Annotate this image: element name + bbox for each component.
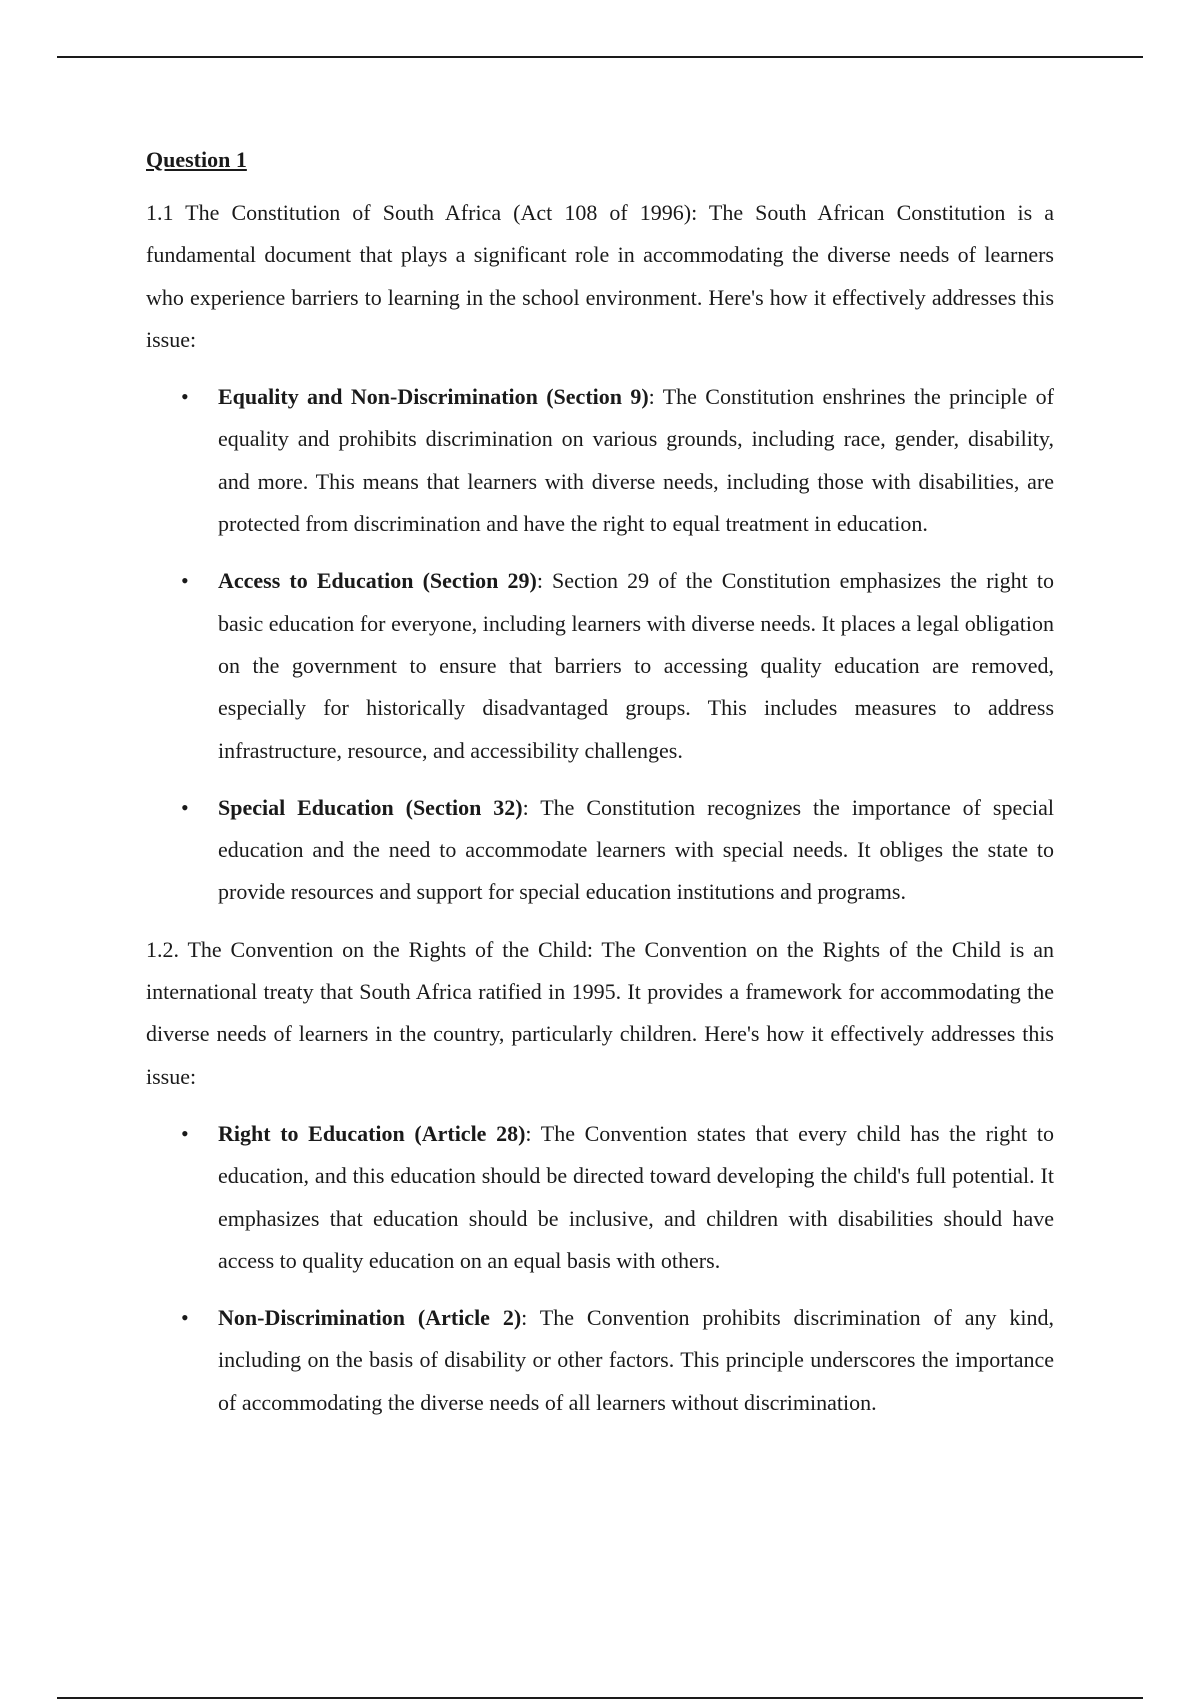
section-2-bullet-list <box>146 1113 1054 1424</box>
bullet-item <box>146 1113 1054 1282</box>
bullet-text: : The Convention states that every child has the right to education, and this education should be directed toward developing the child's full potential. It emphasizes that education should be inclusive, and children with disabilities should have access to quality education on an equal basis with others. <box>218 1120 1054 1273</box>
section-2-intro: 1.2. The Convention on the Rights of the Child: The Convention on the Rights of the Child is an international treaty that South Africa ratified in 1995. It provides a framework for accommodating the diverse needs of learners in the country, particularly children. Here's how it effectively addresses this issue: <box>146 936 1054 1089</box>
question-heading: Question 1 <box>146 147 247 172</box>
section-1-intro: 1.1 The Constitution of South Africa (Act 108 of 1996): The South African Constitution is a fundamental document that plays a significant role in accommodating the diverse needs of learners who experience barriers to learning in the school environment. Here's how it effectively addresses this issue: <box>146 200 1054 352</box>
bullet-text: : Section 29 of the Constitution emphasizes the right to basic education for everyone, including learners with diverse needs. It places a legal obligation on the government to ensure that barriers to accessing quality education are removed, especially for historically disadvantaged groups. This includes measures to address infrastructure, resource, and accessibility challenges. <box>218 568 1054 763</box>
bullet-item <box>146 1297 1054 1424</box>
header-rule <box>57 56 1143 58</box>
bullet-title: Non-Discrimination (Article 2) <box>218 1305 522 1331</box>
footer-rule <box>57 1697 1143 1699</box>
bullet-text: : The Constitution enshrines the principle of equality and prohibits discrimination on various grounds, including race, gender, disability, and more. This means that learners with diverse needs, including those with disabilities, are protected from discrimination and have the right to equal treatment in education. <box>218 384 1054 537</box>
bullet-title: Right to Education (Article 28) <box>218 1120 526 1146</box>
bullet-item <box>146 376 1054 545</box>
bullet-text: : The Convention prohibits discrimination of any kind, including on the basis of disability or other factors. This principle underscores the importance of accommodating the diverse needs of all learners without discrimination. <box>218 1305 1054 1415</box>
bullet-item <box>146 560 1054 771</box>
section-1-bullet-list <box>146 376 1054 914</box>
bullet-title: Equality and Non-Discrimination (Section 9) <box>218 384 649 410</box>
bullet-title: Access to Education (Section 29) <box>218 568 537 594</box>
bullet-item <box>146 787 1054 914</box>
bullet-title: Special Education (Section 32) <box>218 794 523 820</box>
document-body <box>146 143 1054 1439</box>
bullet-text: : The Constitution recognizes the importance of special education and the need to accommodate learners with special needs. It obliges the state to provide resources and support for special education institutions and programs. <box>218 794 1054 905</box>
